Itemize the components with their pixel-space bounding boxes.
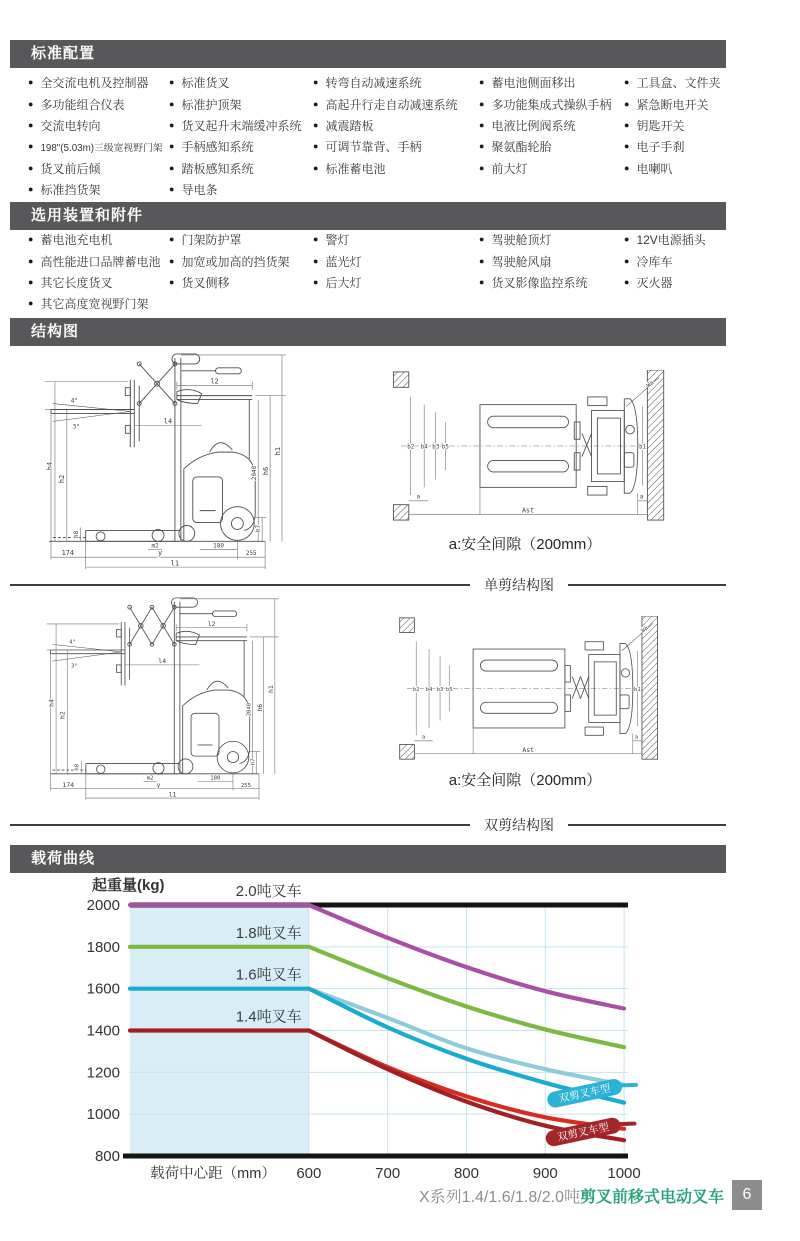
list-item-label: 其它长度货叉 <box>40 275 113 290</box>
list-item-label: 12V电源插头 <box>636 233 706 248</box>
list-item-label: 紧急断电开关 <box>636 97 709 112</box>
bullet-icon: ● <box>28 234 34 245</box>
y-axis-title: 起重量(kg) <box>92 877 165 894</box>
list-item <box>28 115 163 136</box>
standard-list-col4 <box>479 72 611 179</box>
list-item-label: 货叉起升末端缓冲系统 <box>181 118 302 133</box>
page-footer <box>0 1180 762 1210</box>
list-item <box>169 229 289 250</box>
dim-label-ast: Ast <box>522 745 534 754</box>
dim-label-2040: 2040 <box>251 465 259 481</box>
list-item <box>479 229 587 250</box>
dim-label-ast: Ast <box>522 506 535 515</box>
list-item <box>169 136 301 157</box>
dim-label-h6: h6 <box>255 703 264 712</box>
dim-label-b4: b4 <box>420 444 428 451</box>
list-item-label: 可调节靠背、手柄 <box>325 140 422 155</box>
list-item-label: 蓄电池侧面移出 <box>491 76 576 91</box>
list-item <box>28 250 160 271</box>
list-item <box>479 136 611 157</box>
list-item-label: 门架防护罩 <box>181 233 242 248</box>
list-item <box>624 158 720 179</box>
bullet-icon: ● <box>624 77 630 88</box>
list-item-label: 聚氨酯轮胎 <box>491 140 552 155</box>
bullet-icon: ● <box>28 98 34 109</box>
list-item-label: 多功能集成式操纵手柄 <box>491 97 612 112</box>
dim-label-wa: Wa <box>640 625 650 635</box>
side-view-double-scissor-drawing <box>25 596 305 812</box>
series-label: 1.4吨叉车 <box>235 1008 302 1026</box>
x-tick-label: 800 <box>453 1165 479 1182</box>
dim-label-a-right: a <box>634 734 639 741</box>
list-item <box>624 136 720 157</box>
bullet-icon: ● <box>28 77 34 88</box>
separator-single <box>10 577 726 593</box>
dim-label-180: 180 <box>210 775 221 782</box>
list-item <box>169 250 289 271</box>
list-item <box>28 72 163 93</box>
list-item <box>624 93 720 114</box>
list-item-label: 前大灯 <box>491 161 528 176</box>
list-item <box>28 229 160 250</box>
standard-list-col3 <box>313 72 457 179</box>
bullet-icon: ● <box>169 184 175 195</box>
list-item-label: 其它高度宽视野门架 <box>40 297 149 312</box>
bullet-icon: ● <box>28 141 34 152</box>
optional-list-col3 <box>313 229 361 293</box>
dim-label-174: 174 <box>61 549 75 558</box>
list-item-label: 多功能组合仪表 <box>40 97 125 112</box>
list-item <box>313 136 457 157</box>
list-item-label: 198"(5.03m)三级宽视野门架 <box>40 142 163 154</box>
bullet-icon: ● <box>28 276 34 287</box>
dim-label-174: 174 <box>62 780 75 789</box>
separator-label-single: 单剪结构图 <box>484 577 554 593</box>
dim-label-h7: h7 <box>255 524 263 533</box>
separator-line <box>568 584 726 586</box>
separator-label-double: 双剪结构图 <box>484 817 554 833</box>
bullet-icon: ● <box>313 98 319 109</box>
list-item-label: 工具盒、文件夹 <box>636 76 721 91</box>
list-item <box>624 229 706 250</box>
list-item <box>169 93 301 114</box>
list-item <box>28 293 160 314</box>
bullet-icon: ● <box>169 162 175 173</box>
dim-label-255: 255 <box>240 782 252 789</box>
safety-clearance-caption-double: a:安全间隙（200mm） <box>448 772 602 789</box>
list-item-label: 货叉影像监控系统 <box>491 275 588 290</box>
dim-label-l1: l1 <box>170 559 180 568</box>
x-tick-label: 900 <box>532 1165 558 1182</box>
list-item <box>479 72 611 93</box>
dim-label-angle3: 3° <box>72 423 80 431</box>
bullet-icon: ● <box>313 234 319 245</box>
list-item-label: 蓝光灯 <box>325 254 362 269</box>
bullet-icon: ● <box>28 162 34 173</box>
list-item <box>313 250 361 271</box>
top-view-single-drawing <box>385 370 675 522</box>
x-axis-title: 载荷中心距（mm） <box>150 1166 276 1182</box>
list-item-label: 电液比例阀系统 <box>491 118 576 133</box>
y-tick-label: 800 <box>94 1148 120 1165</box>
dim-label-b3: b3 <box>432 444 440 451</box>
dim-label-h8: h8 <box>74 763 81 771</box>
bullet-icon: ● <box>313 77 319 88</box>
separator-line <box>10 584 470 586</box>
list-item-label: 转弯自动减速系统 <box>325 76 422 91</box>
list-item-label: 钥匙开关 <box>636 118 685 133</box>
list-item-label: 后大灯 <box>325 275 362 290</box>
bullet-icon: ● <box>479 141 485 152</box>
bullet-icon: ● <box>169 255 175 266</box>
dim-label-m2: m2 <box>146 775 154 782</box>
dim-label-h4: h4 <box>45 461 54 471</box>
series-label: 1.8吨叉车 <box>235 924 302 942</box>
list-item <box>313 229 361 250</box>
bullet-icon: ● <box>28 298 34 309</box>
list-item <box>624 115 720 136</box>
x-tick-label: 600 <box>296 1165 322 1182</box>
bullet-icon: ● <box>313 276 319 287</box>
bullet-icon: ● <box>479 162 485 173</box>
dim-label-l4: l4 <box>163 417 173 426</box>
footer-product-text: 剪叉前移式电动叉车 <box>579 1188 724 1206</box>
top-view-double-drawing <box>385 616 675 761</box>
dim-label-h1: h1 <box>274 446 282 456</box>
y-tick-label: 2000 <box>86 897 120 914</box>
y-tick-label: 1800 <box>86 938 120 956</box>
bullet-icon: ● <box>28 255 34 266</box>
list-item-label: 电子手刹 <box>636 140 685 155</box>
footer-series-text: X系列1.4/1.6/1.8/2.0吨 <box>419 1188 580 1206</box>
list-item-label: 驾驶舱风扇 <box>491 254 552 269</box>
y-tick-label: 1600 <box>86 980 120 998</box>
list-item <box>169 115 301 136</box>
dim-label-255: 255 <box>245 550 257 558</box>
list-item-label: 驾驶舱顶灯 <box>491 233 552 248</box>
dim-label-b1: b1 <box>634 686 641 693</box>
dim-label-b2: b2 <box>407 444 415 451</box>
bullet-icon: ● <box>624 162 630 173</box>
y-tick-label: 1200 <box>86 1064 120 1082</box>
dim-label-h4: h4 <box>47 699 56 707</box>
dim-label-angle3: 3° <box>70 663 78 670</box>
bullet-icon: ● <box>624 119 630 130</box>
list-item <box>169 272 289 293</box>
dim-label-b5: b5 <box>445 686 453 693</box>
bullet-icon: ● <box>479 77 485 88</box>
optional-list-col1 <box>28 229 160 315</box>
list-item <box>624 250 706 271</box>
list-item-label: 手柄感知系统 <box>181 140 254 155</box>
list-item-label: 高起升行走自动减速系统 <box>325 97 458 112</box>
dim-label-l4: l4 <box>158 657 167 666</box>
list-item <box>169 72 301 93</box>
bullet-icon: ● <box>624 276 630 287</box>
section-bar-structure: 结构图 <box>10 318 726 346</box>
dim-label-a-left: a <box>421 734 426 741</box>
dim-label-m2: m2 <box>151 542 159 550</box>
list-item <box>624 72 720 93</box>
dim-label-h7: h7 <box>250 758 257 766</box>
optional-list-col5 <box>624 229 706 293</box>
safety-clearance-caption-single: a:安全间隙（200mm） <box>448 536 602 553</box>
dim-label-wa: Wa <box>646 380 656 390</box>
dim-label-180: 180 <box>213 542 224 550</box>
dim-label-h2: h2 <box>57 474 66 484</box>
dim-label-l2: l2 <box>207 619 216 628</box>
dim-label-b3: b3 <box>436 686 444 693</box>
bullet-icon: ● <box>169 234 175 245</box>
list-item <box>169 158 301 179</box>
dim-label-2040: 2040 <box>246 702 253 717</box>
bullet-icon: ● <box>169 119 175 130</box>
standard-list-col2 <box>169 72 301 200</box>
list-item-label: 全交流电机及控制器 <box>40 76 149 91</box>
dim-label-l2: l2 <box>210 377 219 386</box>
optional-list-col2 <box>169 229 289 293</box>
bullet-icon: ● <box>479 255 485 266</box>
separator-double <box>10 817 726 833</box>
list-item <box>28 93 163 114</box>
list-item-label: 高性能进口品牌蓄电池 <box>40 254 161 269</box>
section-bar-optional: 选用装置和附件 <box>10 202 726 230</box>
list-item <box>479 93 611 114</box>
list-item <box>28 272 160 293</box>
dim-label-h1: h1 <box>267 685 275 694</box>
series-label: 2.0吨叉车 <box>235 883 302 900</box>
bullet-icon: ● <box>624 141 630 152</box>
list-item-label: 货叉侧移 <box>181 275 230 290</box>
page-number-badge: 6 <box>732 1180 762 1210</box>
list-item <box>313 72 457 93</box>
dim-label-b1: b1 <box>639 444 647 451</box>
bullet-icon: ● <box>169 141 175 152</box>
dim-label-h6: h6 <box>262 466 271 476</box>
bullet-icon: ● <box>479 98 485 109</box>
y-tick-label: 1000 <box>86 1106 120 1124</box>
dim-label-y: y <box>157 549 163 558</box>
standard-list-col5 <box>624 72 720 179</box>
list-item-label: 标准蓄电池 <box>325 161 386 176</box>
list-item-label: 灭火器 <box>636 275 673 290</box>
list-item-label: 标准货叉 <box>181 76 230 91</box>
dim-label-angle4: 4° <box>70 397 78 405</box>
side-view-single-scissor-drawing <box>25 352 305 582</box>
section-bar-loadcurve: 载荷曲线 <box>10 845 726 873</box>
list-item-label: 减震踏板 <box>325 118 374 133</box>
x-tick-label: 700 <box>375 1165 401 1182</box>
y-tick-label: 1400 <box>86 1022 120 1040</box>
bullet-icon: ● <box>624 98 630 109</box>
separator-line <box>568 824 726 826</box>
list-item-label: 导电条 <box>181 183 218 198</box>
list-item <box>313 115 457 136</box>
list-item-label: 标准挡货架 <box>40 183 101 198</box>
list-item-label: 蓄电池充电机 <box>40 233 113 248</box>
optional-list-col4 <box>479 229 587 293</box>
bullet-icon: ● <box>169 276 175 287</box>
list-item <box>479 250 587 271</box>
list-item <box>28 179 163 200</box>
list-item <box>479 158 611 179</box>
bullet-icon: ● <box>313 141 319 152</box>
dim-label-y: y <box>156 780 161 789</box>
list-item-label: 加宽或加高的挡货架 <box>181 254 290 269</box>
dim-label-a-left: a <box>416 494 421 501</box>
bullet-icon: ● <box>28 184 34 195</box>
curve-badge-label: 双剪叉车型 <box>557 1082 612 1106</box>
bullet-icon: ● <box>169 77 175 88</box>
bullet-icon: ● <box>479 276 485 287</box>
x-tick-label: 1000 <box>607 1165 641 1182</box>
load-curve-chart <box>0 860 700 1200</box>
list-item-label: 冷库车 <box>636 254 673 269</box>
dim-label-b4: b4 <box>425 686 433 693</box>
list-item-label: 标准护顶架 <box>181 97 242 112</box>
bullet-icon: ● <box>624 234 630 245</box>
bullet-icon: ● <box>169 98 175 109</box>
list-item-label: 货叉前后倾 <box>40 161 101 176</box>
list-item-label: 电喇叭 <box>636 161 673 176</box>
separator-line <box>10 824 470 826</box>
bullet-icon: ● <box>479 234 485 245</box>
standard-list-col1 <box>28 72 163 200</box>
dim-label-l1: l1 <box>168 790 177 799</box>
list-item <box>313 93 457 114</box>
bullet-icon: ● <box>624 255 630 266</box>
list-item-label: 交流电转向 <box>40 118 101 133</box>
list-item <box>28 158 163 179</box>
list-item <box>28 136 163 157</box>
series-label: 1.6吨叉车 <box>235 966 302 984</box>
dim-label-a-right: a <box>639 494 644 501</box>
list-item-label: 警灯 <box>325 233 350 248</box>
list-item <box>169 179 301 200</box>
bullet-icon: ● <box>28 119 34 130</box>
bullet-icon: ● <box>313 162 319 173</box>
dim-label-h2: h2 <box>58 711 67 720</box>
curve-badge-label: 双剪叉车型 <box>556 1121 611 1144</box>
list-item <box>479 115 611 136</box>
dim-label-angle4: 4° <box>69 639 76 646</box>
dim-label-b2: b2 <box>412 686 420 693</box>
list-item <box>479 272 587 293</box>
dim-label-b5: b5 <box>441 444 449 451</box>
dim-label-h8: h8 <box>72 530 80 538</box>
bullet-icon: ● <box>313 255 319 266</box>
bullet-icon: ● <box>313 119 319 130</box>
list-item-label: 踏板感知系统 <box>181 161 254 176</box>
list-item <box>313 158 457 179</box>
bullet-icon: ● <box>479 119 485 130</box>
section-bar-standard: 标准配置 <box>10 40 726 68</box>
list-item <box>313 272 361 293</box>
list-item <box>624 272 706 293</box>
